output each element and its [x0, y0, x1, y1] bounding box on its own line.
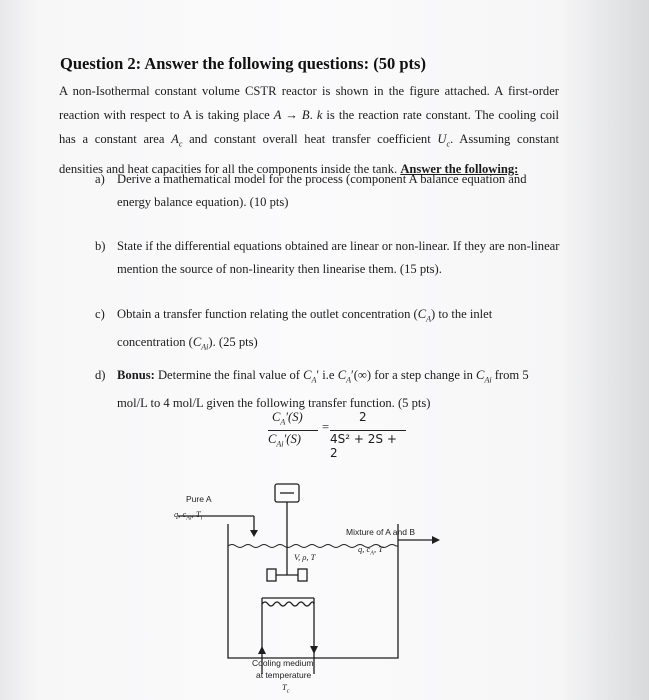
part-c-label: c): [95, 307, 105, 321]
impeller-blade-right: [298, 569, 307, 581]
question-intro: A non-Isothermal constant volume CSTR reactor is shown in the figure attached. A first-order reaction with respect to A is taking place A → B. k is the reaction rate constant. The cooling coil has a constant area $A_c$ and constant overall heat transfer coefficient $U_c$. Assuming constant densities and heat capacities for all the components inside the tank. Answer the following:: [59, 84, 559, 177]
part-b: [95, 235, 560, 281]
part-b-label: b): [95, 239, 106, 253]
cooling-label-line2: at temperature: [256, 670, 312, 680]
outlet-variables: q, $c_A$, T: [358, 544, 383, 557]
cooling-coil: [262, 602, 314, 606]
tank-variables: V, ρ, T: [294, 552, 316, 562]
reaction-expression: A → B: [273, 108, 310, 123]
impeller-blade-left: [267, 569, 276, 581]
cooling-label-line1: Cooling medium: [252, 658, 314, 668]
part-d-text: Bonus: Determine the final value of $C_A'$ i.e $C_A'(\infty)$ for a step change in $C_{Ai}$ from 5 mol/L to 4 mol/L given the following transfer function. (5 pts): [117, 368, 529, 410]
part-d-label: d): [95, 368, 106, 382]
equation-lhs-denominator: $C_{Ai}'(S)$: [268, 432, 301, 449]
part-c: [95, 303, 560, 358]
coolant-in-arrowhead: [258, 646, 266, 654]
question-title: Question 2: Answer the following questions: (50 pts): [60, 54, 426, 73]
part-d: [95, 364, 560, 415]
equation-rhs-denominator: 4S² + 2S + 2: [330, 432, 397, 460]
part-a-label: a): [95, 172, 105, 186]
equation-lhs-fraction-bar: [268, 430, 318, 431]
transfer-function-equation: [268, 408, 408, 460]
answer-prompt: Answer the following:: [400, 162, 519, 177]
equation-lhs-numerator: $C_A'(S)$: [272, 410, 303, 427]
outlet-title: Mixture of A and B: [346, 527, 415, 537]
equation-rhs-numerator: 2: [359, 410, 367, 424]
feed-title: Pure A: [186, 494, 212, 504]
cooling-temperature: $T_c$: [282, 682, 290, 695]
part-a: [95, 168, 560, 214]
part-a-text: Derive a mathematical model for the process (component A balance equation and energy balance equation). (10 pts): [117, 172, 527, 209]
part-b-text: State if the differential equations obtained are linear or non-linear. If they are non-linear mention the source of non-linearity then linearise them. (15 pts).: [117, 239, 560, 276]
outlet-arrowhead: [432, 536, 440, 544]
equation-equals-sign: =: [322, 420, 330, 434]
part-c-text: Obtain a transfer function relating the outlet concentration $(C_A)$ to the inlet concentration $(C_{Ai})$. (25 pts): [117, 307, 493, 352]
cstr-diagram-svg: [170, 478, 470, 700]
feed-variables: q, $c_{Ai}$, $T_i$: [174, 509, 203, 522]
equation-rhs-fraction-bar: [330, 430, 406, 431]
coolant-out-arrowhead: [310, 646, 318, 654]
cstr-diagram: [170, 478, 470, 700]
feed-arrowhead: [250, 530, 258, 537]
